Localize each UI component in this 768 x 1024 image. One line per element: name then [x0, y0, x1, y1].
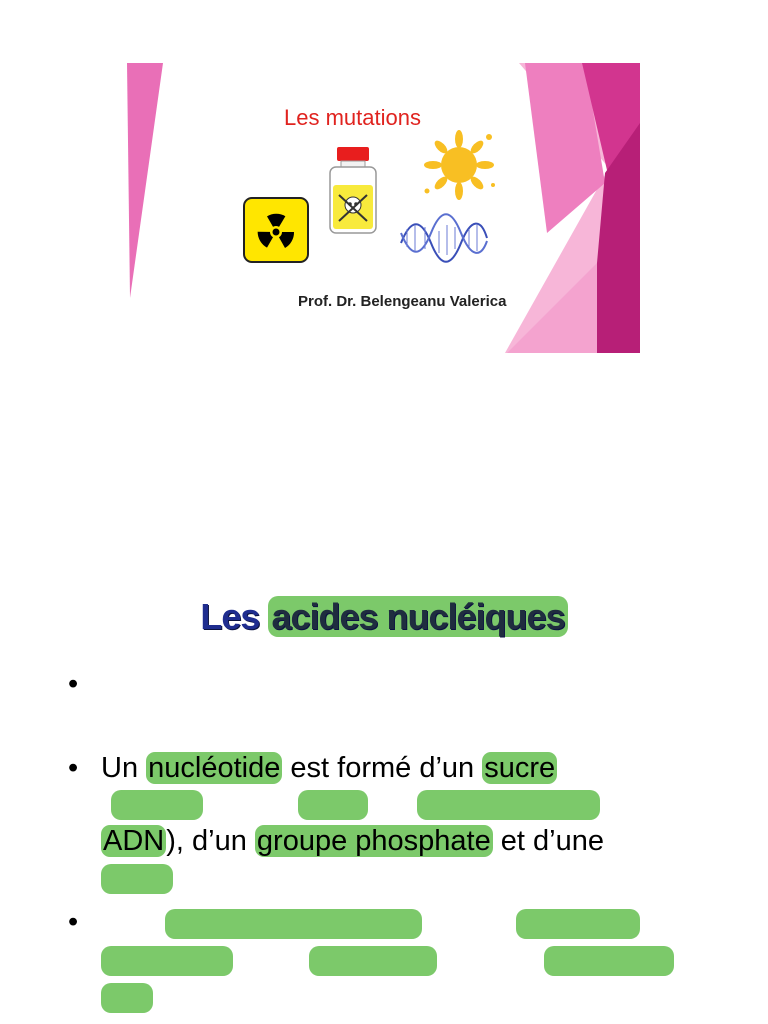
dna-icon [399, 213, 489, 263]
slide-thumbnail [127, 63, 640, 353]
text-line [101, 825, 604, 858]
highlighted-term: groupe phosphate [256, 825, 491, 857]
highlighted-term: ADN [103, 825, 165, 857]
redacted-bar [101, 983, 153, 1013]
text-run: ), d’un [166, 825, 255, 857]
redacted-bar [101, 946, 233, 976]
redacted-bar [417, 790, 600, 820]
highlighted-term: nucléotide [148, 752, 281, 784]
sun-splash-icon [419, 125, 499, 205]
text-line [101, 752, 557, 785]
bullet-marker: • [68, 668, 79, 700]
text-run: Un [101, 752, 147, 784]
slide-title: Les mutations [284, 105, 421, 130]
redacted-bar [309, 946, 437, 976]
redacted-bar [544, 946, 674, 976]
radiation-icon [242, 196, 310, 264]
heading-word-les: Les [200, 596, 260, 637]
heading-highlight: acides nucléiques [268, 596, 567, 637]
section-heading [0, 596, 768, 638]
highlighted-term: sucre [484, 752, 556, 784]
bullet-marker: • [68, 752, 79, 784]
redacted-bar [111, 790, 203, 820]
text-run: et d’une [492, 825, 604, 857]
text-run: est formé d’un [282, 752, 483, 784]
redacted-bar [516, 909, 640, 939]
bullet-marker: • [68, 906, 79, 938]
slide-author: Prof. Dr. Belengeanu Valerica [298, 293, 507, 310]
redacted-bar [298, 790, 368, 820]
poison-bottle-icon [327, 145, 379, 237]
redacted-bar [101, 864, 173, 894]
redacted-bar [165, 909, 422, 939]
